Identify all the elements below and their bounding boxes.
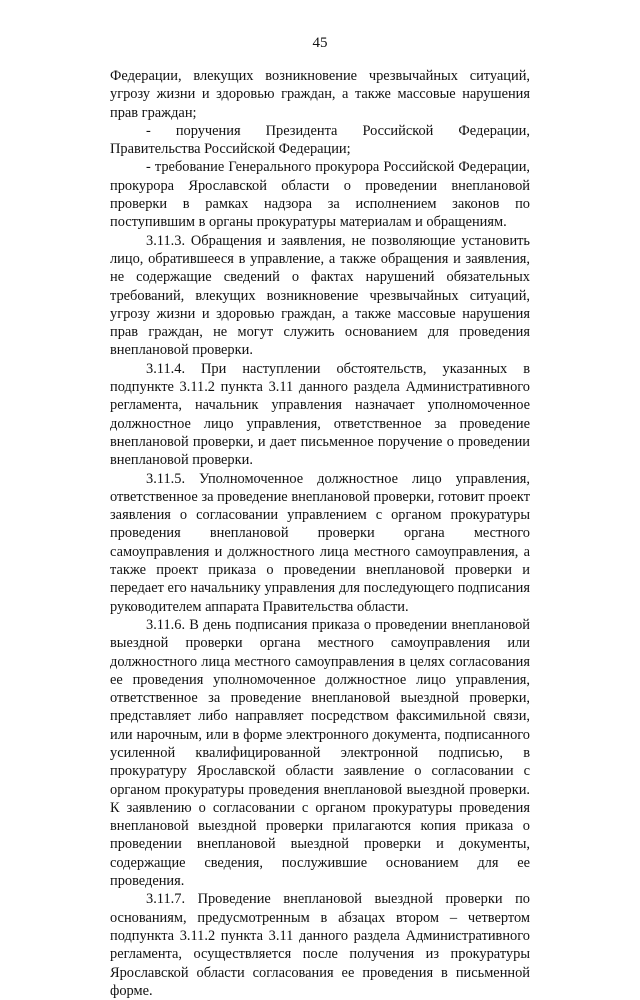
paragraph-clause-3-11-5: 3.11.5. Уполномоченное должностное лицо управления, ответственное за проведение внеплановой проверки, готовит проект заявления о согласовании управлением с органом прокуратуры проведения внеплановой проверки органа местного самоуправления и должностного лица местного самоуправления, а также проект приказа о проведении внеплановой проверки и передает его начальнику управления для последующего подписания руководителем аппарата Правительства области.: [110, 470, 530, 615]
paragraph-continuation: Федерации, влекущих возникновение чрезвычайных ситуаций, угрозу жизни и здоровью граждан, а также массовые нарушения прав граждан;: [110, 68, 530, 121]
paragraph-clause-3-11-4: 3.11.4. При наступлении обстоятельств, указанных в подпункте 3.11.2 пункта 3.11 данного раздела Административного регламента, начальник управления назначает уполномоченное должностное лицо управления, ответственное за проведение внеплановой проверки, и дает письменное поручение о проведении внеплановой проверки.: [110, 360, 530, 469]
page-number: 45: [312, 35, 328, 51]
paragraph-clause-3-11-7: 3.11.7. Проведение внеплановой выездной проверки по основаниям, предусмотренным в абзацах втором – четвертом подпункта 3.11.2 пункта 3.11 данного раздела Административного регламента, осуществляется после получения из прокуратуры Ярославской области согласования ее проведения в письменной форме.: [110, 891, 530, 999]
paragraph-clause-3-11-6: 3.11.6. В день подписания приказа о проведении внеплановой выездной проверки органа местного самоуправления или должностного лица местного самоуправления в целях согласования ее проведения уполномоченное должностное лицо управления, ответственное за проведение внеплановой выездной проверки, представляет либо направляет посредством факсимильной связи, или нарочным, или в форме электронного документа, подписанного усиленной квалифицированной электронной подписью, в прокуратуру Ярославской области заявление о согласовании с органом прокуратуры проведения внеплановой выездной проверки. К заявлению о согласовании с органом прокуратуры проведения внеплановой выездной проверки прилагаются копия приказа о проведении внеплановой выездной проверки и документы, содержащие сведения, послужившие основанием для ее проведения.: [110, 616, 530, 890]
paragraph-clause-3-11-3: 3.11.3. Обращения и заявления, не позволяющие установить лицо, обратившееся в управление, а также обращения и заявления, не содержащие сведений о фактах нарушений обязательных требований, влекущих возникновение чрезвычайных ситуаций, угрозу жизни и здоровью граждан, а также массовые нарушения прав граждан, не могут служить основанием для проведения внеплановой проверки.: [110, 232, 530, 359]
paragraph-list-item: - требование Генерального прокурора Российской Федерации, прокурора Ярославской области о проведении внеплановой проверки в рамках надзора за исполнением законов по поступившим в органы прокуратуры материалам и обращениям.: [110, 159, 530, 231]
document-body: [110, 67, 530, 1000]
paragraph-list-item: - поручения Президента Российской Федерации, Правительства Российской Федерации;: [110, 122, 530, 158]
